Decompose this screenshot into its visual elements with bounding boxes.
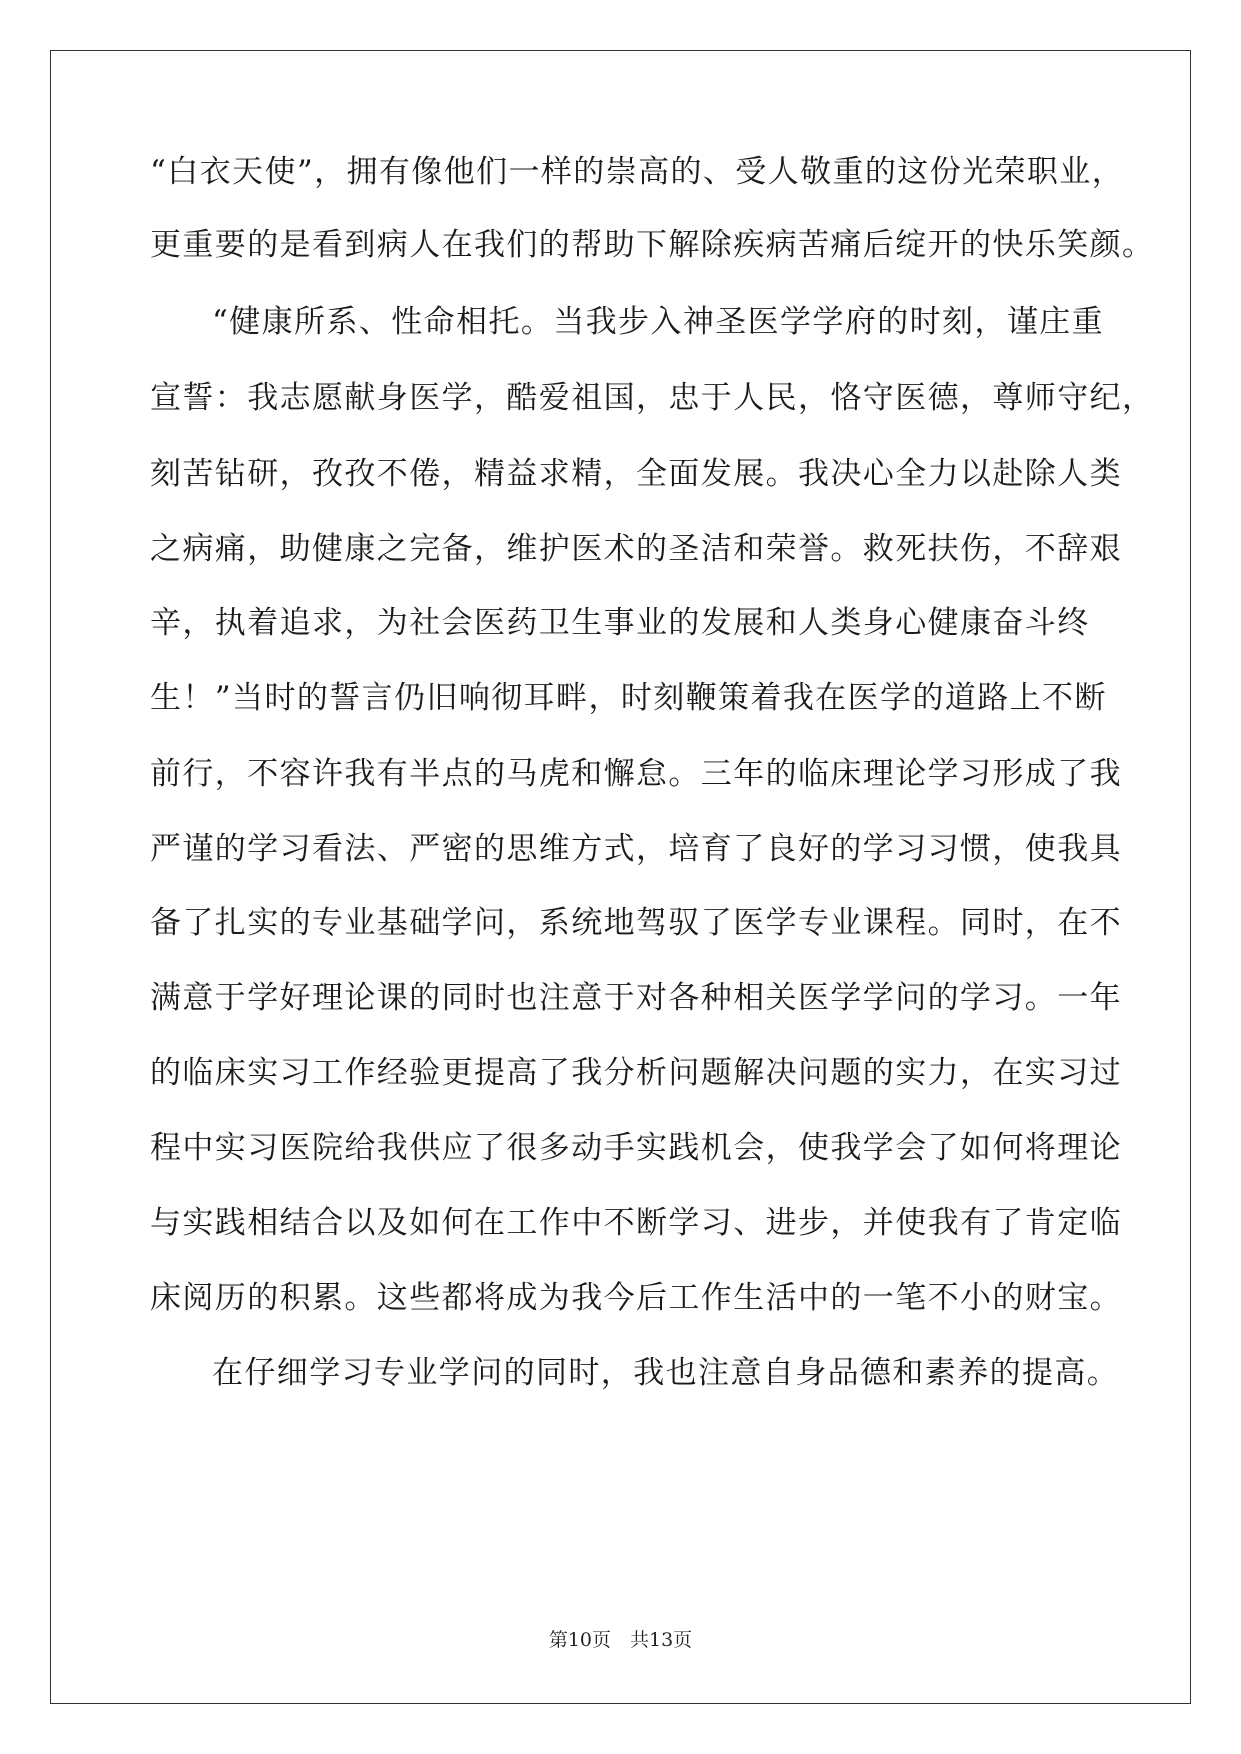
page-border <box>50 50 1191 1704</box>
page-number: 第10页 共13页 <box>548 1629 693 1651</box>
text-line: 前行，不容许我有半点的马虎和懈怠。三年的临床理论学习形成了我 <box>150 756 1122 792</box>
text-line: 的临床实习工作经验更提高了我分析问题解决问题的实力，在实习过 <box>150 1055 1122 1091</box>
text-line: 更重要的是看到病人在我们的帮助下解除疾病苦痛后绽开的快乐笑颜。 <box>150 227 1155 263</box>
text-line: 满意于学好理论课的同时也注意于对各种相关医学学问的学习。一年 <box>150 980 1122 1016</box>
text-line: 之病痛，助健康之完备，维护医术的圣洁和荣誉。救死扶伤，不辞艰 <box>150 531 1122 567</box>
text-line: 与实践相结合以及如何在工作中不断学习、进步，并使我有了肯定临 <box>150 1205 1122 1241</box>
text-line: 生！”当时的誓言仍旧响彻耳畔，时刻鞭策着我在医学的道路上不断 <box>150 680 1107 716</box>
paragraph-first-line: “健康所系、性命相托。当我步入神圣医学学府的时刻，谨庄重 <box>212 304 1105 340</box>
text-line: “白衣天使”，拥有像他们一样的崇高的、受人敬重的这份光荣职业， <box>150 154 1125 190</box>
paragraph-first-line: 在仔细学习专业学问的同时，我也注意自身品德和素养的提高。 <box>212 1355 1120 1391</box>
text-line: 辛，执着追求，为社会医药卫生事业的发展和人类身心健康奋斗终 <box>150 605 1090 641</box>
text-line: 刻苦钻研，孜孜不倦，精益求精，全面发展。我决心全力以赴除人类 <box>150 456 1122 492</box>
text-line: 宣誓：我志愿献身医学，酷爱祖国，忠于人民，恪守医德，尊师守纪， <box>150 380 1155 416</box>
text-line: 床阅历的积累。这些都将成为我今后工作生活中的一笔不小的财宝。 <box>150 1280 1122 1316</box>
text-line: 严谨的学习看法、严密的思维方式，培育了良好的学习习惯，使我具 <box>150 831 1122 867</box>
text-line: 备了扎实的专业基础学问，系统地驾驭了医学专业课程。同时，在不 <box>150 905 1122 941</box>
text-line: 程中实习医院给我供应了很多动手实践机会，使我学会了如何将理论 <box>150 1130 1122 1166</box>
